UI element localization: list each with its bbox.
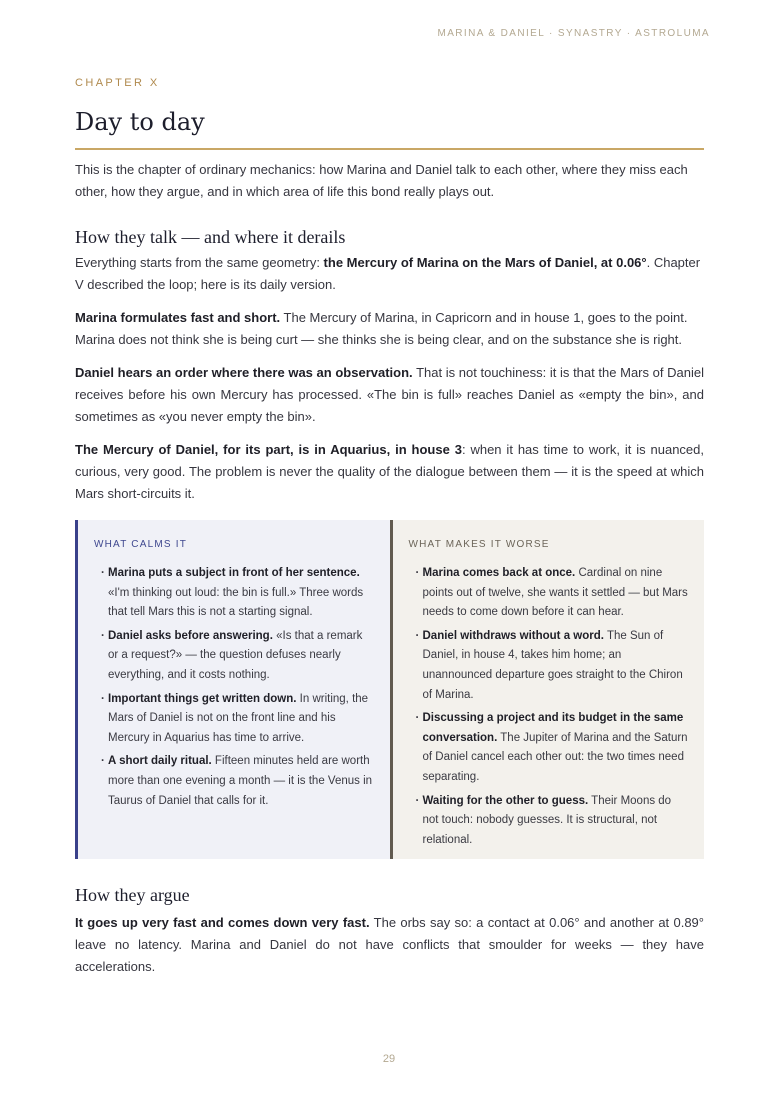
item-rest: Cardinal on nine points out of twelve, she wants it settled — but Mars needs to come down before it can hear.	[422, 567, 688, 619]
chapter-title: Day to day	[75, 108, 704, 150]
content	[75, 72, 704, 978]
chapter-intro: This is the chapter of ordinary mechanics: how Marina and Daniel talk to each other, where they miss each other, how they argue, and in which area of life this bond really plays out.	[75, 162, 688, 199]
paragraph-daniel	[75, 362, 704, 428]
chapter-label: CHAPTER X	[75, 77, 160, 89]
comparison-boxes	[75, 520, 704, 859]
list-item	[102, 564, 376, 623]
item-bold: Discussing a project and its budget in the same conversation.	[422, 712, 684, 744]
item-bold: Marina puts a subject in front of her sentence.	[108, 567, 360, 579]
paragraph-rest: That is not touchiness: it is that the Mars of Daniel receives before his own Mercury has processed. «The bin is full» reaches Daniel as «empty the bin», and sometimes as «you never empty the bin».	[75, 365, 704, 424]
list-item	[417, 627, 691, 705]
item-bold: Important things get written down.	[108, 692, 297, 705]
paragraph-rest: The orbs say so: a contact at 0.06° and another at 0.89° leave no latency. Marina and Daniel do not have conflicts that smoulder for weeks — they have accelerations.	[75, 915, 704, 974]
item-bold: Daniel asks before answering.	[108, 629, 273, 642]
calms-box	[75, 520, 390, 859]
item-rest: «Is that a remark or a request?» — the question defuses nearly everything, and it costs nothing.	[108, 629, 363, 681]
paragraph-lead: Everything starts from the same geometry:	[75, 255, 324, 270]
paragraph-rest: : when it has time to work, it is nuanced, curious, very good. The problem is never the quality of the dialogue between them — it is the speed at which Mars short-circuits it.	[75, 442, 705, 501]
item-bold: Marina comes back at once.	[422, 567, 576, 579]
paragraph-geometry	[75, 252, 704, 296]
paragraph-argue	[75, 912, 704, 978]
item-rest: Fifteen minutes held are worth more than one evening a month — it is the Venus in Taurus of Daniel that calls for it.	[108, 755, 373, 807]
paragraph-bold: the Mercury of Marina on the Mars of Daniel, at 0.06°	[323, 255, 647, 270]
running-header: MARINA & DANIEL · SYNASTRY · ASTROLUMA	[437, 28, 710, 39]
item-bold: Waiting for the other to guess.	[422, 794, 589, 807]
worse-box	[390, 520, 705, 859]
paragraph-bold: Marina formulates fast and short.	[75, 310, 281, 325]
paragraph-rest: . Chapter V described the loop; here is its daily version.	[75, 255, 701, 292]
calms-list	[94, 564, 376, 811]
item-rest: «I'm thinking out loud: the bin is full.» Three words that tell Mars this is not a starting signal.	[108, 586, 364, 619]
item-rest: The Sun of Daniel, in house 4, takes him home; an unannounced departure goes straight to the Chiron of Marina.	[422, 629, 683, 701]
paragraph-rest: The Mercury of Marina, in Capricorn and in house 1, goes to the point. Marina does not think she is being curt — she thinks she is being clear, and on the substance she is right.	[75, 310, 688, 347]
list-item	[102, 690, 376, 749]
section-heading-talk: How they talk — and where it derails	[75, 227, 346, 247]
section-heading-argue: How they argue	[75, 885, 190, 905]
page-number: 29	[382, 1053, 396, 1065]
paragraph-bold: Daniel hears an order where there was an observation.	[75, 365, 413, 380]
list-item	[102, 627, 376, 686]
item-rest: Their Moons do not touch: nobody guesses. It is structural, not relational.	[422, 794, 672, 846]
item-rest: In writing, the Mars of Daniel is not on the front line and his Mercury in Aquarius has time to arrive.	[108, 692, 369, 744]
item-rest: The Jupiter of Marina and the Saturn of Daniel cancel each other out: the two times need separating.	[422, 731, 688, 783]
paragraph-bold: It goes up very fast and comes down very fast.	[75, 915, 370, 930]
paragraph-marina	[75, 307, 704, 351]
item-bold: A short daily ritual.	[108, 755, 212, 768]
calms-title: WHAT CALMS IT	[94, 539, 188, 550]
list-item	[417, 709, 691, 787]
worse-list	[409, 564, 691, 850]
list-item	[417, 564, 691, 623]
item-bold: Daniel withdraws without a word.	[422, 629, 604, 642]
list-item	[417, 792, 691, 851]
paragraph-mercury-daniel	[75, 439, 704, 505]
paragraph-bold: The Mercury of Daniel, for its part, is in Aquarius, in house 3	[75, 442, 462, 457]
list-item	[102, 752, 376, 811]
worse-title: WHAT MAKES IT WORSE	[408, 539, 550, 550]
